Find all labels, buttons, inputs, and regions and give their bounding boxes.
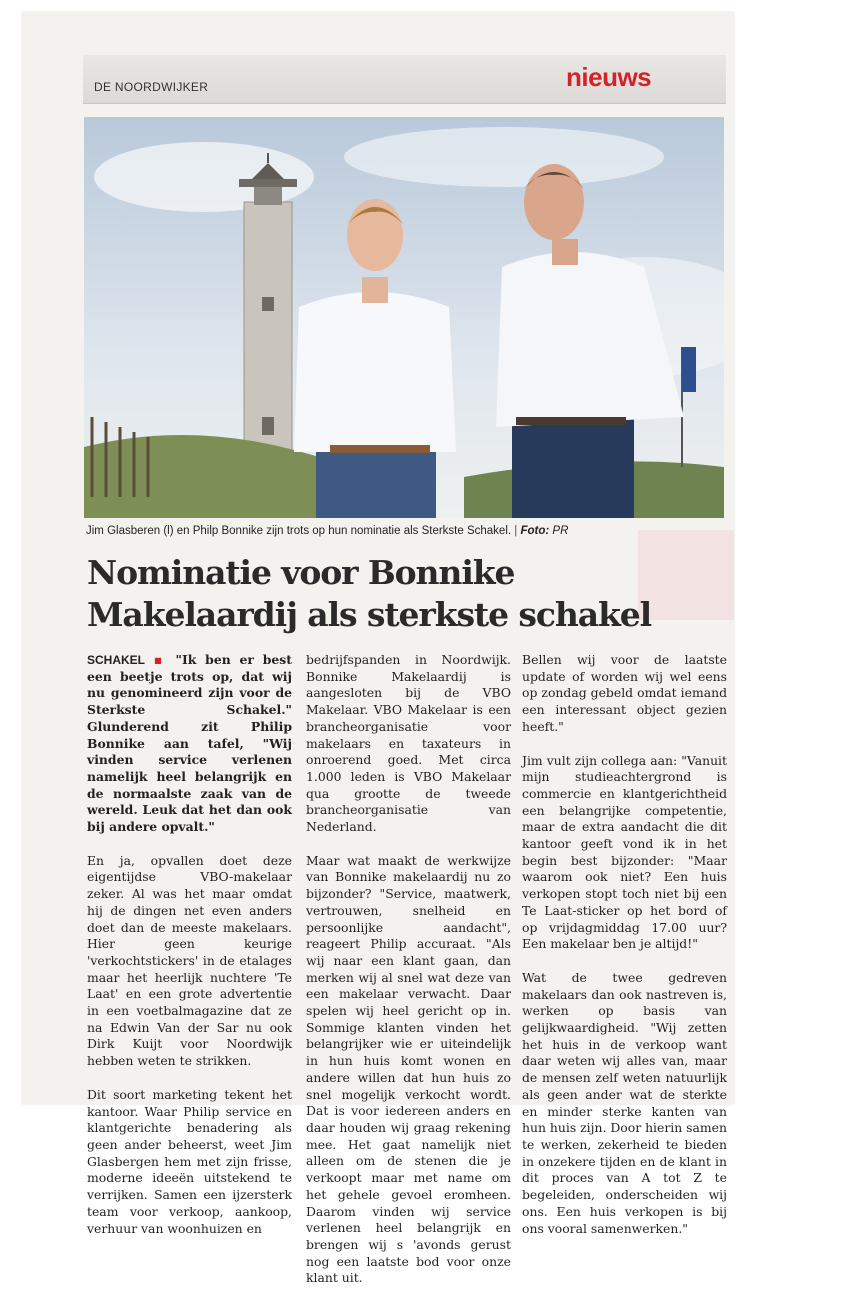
- paragraph: Jim vult zijn collega aan: "Vanuit mijn studieachtergrond is commercie en klantgerichtheid een belangrijke competentie, maar de extra aandacht die dit kantoor geeft vond ik in het begin best bijzonder: "Maar waarom ook niet? Een huis verkopen stopt toch niet bij een Te Laat-sticker op het bord of op vrijdagmiddag 17.00 uur? Een makelaar ben je altijd!": [522, 752, 727, 952]
- section-label: nieuws: [566, 62, 652, 92]
- kicker-bullet: ▪: [153, 652, 167, 667]
- paragraph: Dit soort marketing tekent het kantoor. Waar Philip service en klantgerichte benadering als geen ander beheerst, weet Jim Glasbergen hem met zijn frisse, moderne ideeën uitstekend te verrijken. Samen een ijzersterk team voor verkoop, aankoop, verhuur van woonhuizen en: [87, 1086, 292, 1236]
- paragraph: bedrijfspanden in Noordwijk. Bonnike Makelaardij is aangesloten bij de VBO Makelaar. VBO Makelaar is een brancheorganisatie voor makelaars en taxateurs in onroerend goed. Met circa 1.000 leden is VBO Makelaar qua grootte de tweede brancheorganisatie van Nederland.: [306, 652, 511, 835]
- kicker: SCHAKEL: [87, 653, 146, 667]
- article-column-3: [522, 652, 727, 1254]
- article-headline: Nominatie voor Bonnike Makelaardij als sterkste schakel: [87, 553, 652, 634]
- paragraph: Wat de twee gedreven makelaars dan ook nastreven is, werken op basis van gelijkwaardigheid. "Wij zetten het huis in de verkoop want daar weten wij alles van, maar de mensen zelf weten natuurlijk als geen ander wat de sterkte en minder sterke kanten van hun huis zijn. Door hierin samen te werken, zekerheid te bieden in onzekere tijden en de klant in dit proces van A tot Z te begeleiden, onderscheiden wij ons. Een huis verkopen is bij ons vooral samenwerken.": [522, 969, 727, 1236]
- photo-credit: PR: [552, 525, 569, 537]
- lead-paragraph: [87, 652, 292, 836]
- lead-text: "Ik ben er best een beetje trots op, dat wij nu genomineerd zijn voor de Sterkste Schakel." Glunderend zit Philip Bonnike aan tafel, "Wij vinden service verlenen namelijk heel belangrijk en de normaalste zaak van de wereld. Leuk dat het dan ook bij andere opvalt.": [87, 652, 292, 835]
- article-column-1: [87, 652, 292, 1254]
- photo-caption: [86, 525, 726, 537]
- paper-name: DE NOORDWIJKER: [94, 80, 209, 94]
- photo-credit-label: Foto:: [520, 525, 550, 537]
- article-column-2: [306, 652, 511, 1304]
- photo-illustration: [84, 117, 724, 518]
- paragraph: Maar wat maakt de werkwijze van Bonnike makelaardij nu zo bijzonder? "Service, maatwerk, vertrouwen, snelheid en persoonlijke aandacht", reageert Philip accuraat. "Als wij naar een klant gaan, dan merken wij al snel wat deze van een makelaar verwacht. Daar spelen wij heel gericht op in. Sommige klanten vinden het belangrijker wie er uiteindelijk in hun huis komt wonen en andere willen dat hun huis zo snel mogelijk verkocht wordt. Dat is voor iedereen anders en daar houden wij graag rekening mee. Het gaat namelijk niet alleen om de stenen die je verkoopt maar met name om het gehele gevoel eromheen. Daarom vinden wij service verlenen heel belangrijk en brengen wij s 'avonds gerust nog een laatste bod voor onze klant uit.: [306, 852, 511, 1286]
- caption-text: Jim Glasberen (l) en Philp Bonnike zijn trots op hun nominatie als Sterkste Schakel.: [86, 525, 512, 537]
- paragraph: En ja, opvallen doet deze eigentijdse VBO-makelaar zeker. Al was het maar omdat hij de dingen net even anders doet dan de meeste makelaars. Hier geen keurige 'verkochtstickers' in de etalages maar het heerlijk nuchtere 'Te Laat' en een grote advertentie in een voetbalmagazine dat ze na Edwin Van der Sar nu ook Dirk Kuijt voor Noordwijk hebben weten te strikken.: [87, 852, 292, 1069]
- caption-separator: |: [514, 525, 518, 537]
- paragraph: Bellen wij voor de laatste update of worden wij wel eens op zondag gebeld omdat iemand een interessant object gezien heeft.": [522, 652, 727, 734]
- article-photo: [84, 117, 724, 518]
